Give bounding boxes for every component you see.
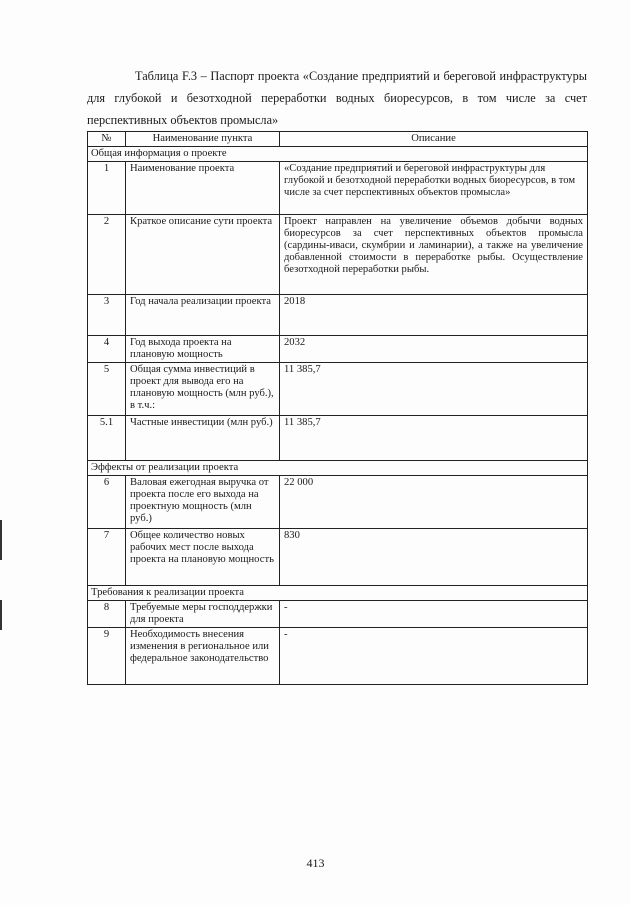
row-num: 5 <box>88 363 126 416</box>
table-row <box>88 215 588 295</box>
row-desc: 2032 <box>280 336 588 363</box>
section-row <box>88 586 588 601</box>
row-num: 2 <box>88 215 126 295</box>
row-desc: 830 <box>280 529 588 586</box>
row-desc: «Создание предприятий и береговой инфраструктуры для глубокой и безотходной переработки водных биоресурсов, в том числе за счет перспективных объектов промысла» <box>280 162 588 215</box>
section-general: Общая информация о проекте <box>88 147 588 162</box>
row-num: 3 <box>88 295 126 336</box>
row-desc: 2018 <box>280 295 588 336</box>
table-header-row <box>88 132 588 147</box>
row-desc: Проект направлен на увеличение объемов добычи водных биоресурсов за счет перспективных объектов промысла (сардины-иваси, скумбрии и ламинарии), а также на увеличение добавленной стоимости в переработке рыбы. Осуществление безотходной переработки рыбы. <box>280 215 588 295</box>
caption-text: Таблица F.3 – Паспорт проекта «Создание предприятий и береговой инфраструктуры для глубокой и безотходной переработки водных биоресурсов, в том числе за счет перспективных объектов промысла» <box>87 69 587 127</box>
header-num: № <box>88 132 126 147</box>
row-name: Требуемые меры господдержки для проекта <box>126 601 280 628</box>
row-num: 6 <box>88 476 126 529</box>
section-row <box>88 147 588 162</box>
row-name: Общая сумма инвестиций в проект для вывода его на плановую мощность (млн руб.), в т.ч.: <box>126 363 280 416</box>
row-desc: - <box>280 628 588 685</box>
table-row <box>88 416 588 461</box>
row-desc: - <box>280 601 588 628</box>
table-row <box>88 601 588 628</box>
row-name: Год выхода проекта на плановую мощность <box>126 336 280 363</box>
page-number: 413 <box>306 856 325 870</box>
row-name: Год начала реализации проекта <box>126 295 280 336</box>
row-name: Общее количество новых рабочих мест после выхода проекта на плановую мощность <box>126 529 280 586</box>
scan-edge-mark <box>0 520 2 560</box>
header-desc: Описание <box>280 132 588 147</box>
row-num: 4 <box>88 336 126 363</box>
row-desc: 11 385,7 <box>280 416 588 461</box>
header-name: Наименование пункта <box>126 132 280 147</box>
table-row <box>88 476 588 529</box>
row-name: Частные инвестиции (млн руб.) <box>126 416 280 461</box>
row-num: 8 <box>88 601 126 628</box>
table-row <box>88 336 588 363</box>
row-name: Краткое описание сути проекта <box>126 215 280 295</box>
table-row <box>88 529 588 586</box>
table-caption <box>87 65 587 131</box>
project-passport-table <box>87 131 588 685</box>
scan-edge-mark <box>0 600 2 630</box>
section-requirements: Требования к реализации проекта <box>88 586 588 601</box>
section-effects: Эффекты от реализации проекта <box>88 461 588 476</box>
row-num: 5.1 <box>88 416 126 461</box>
row-name: Наименование проекта <box>126 162 280 215</box>
row-name: Необходимость внесения изменения в региональное или федеральное законодательство <box>126 628 280 685</box>
section-row <box>88 461 588 476</box>
table-row <box>88 628 588 685</box>
row-num: 9 <box>88 628 126 685</box>
row-desc: 11 385,7 <box>280 363 588 416</box>
table-row <box>88 363 588 416</box>
table-row <box>88 295 588 336</box>
row-name: Валовая ежегодная выручка от проекта после его выхода на проектную мощность (млн руб.) <box>126 476 280 529</box>
row-desc: 22 000 <box>280 476 588 529</box>
row-num: 1 <box>88 162 126 215</box>
table-row <box>88 162 588 215</box>
row-num: 7 <box>88 529 126 586</box>
